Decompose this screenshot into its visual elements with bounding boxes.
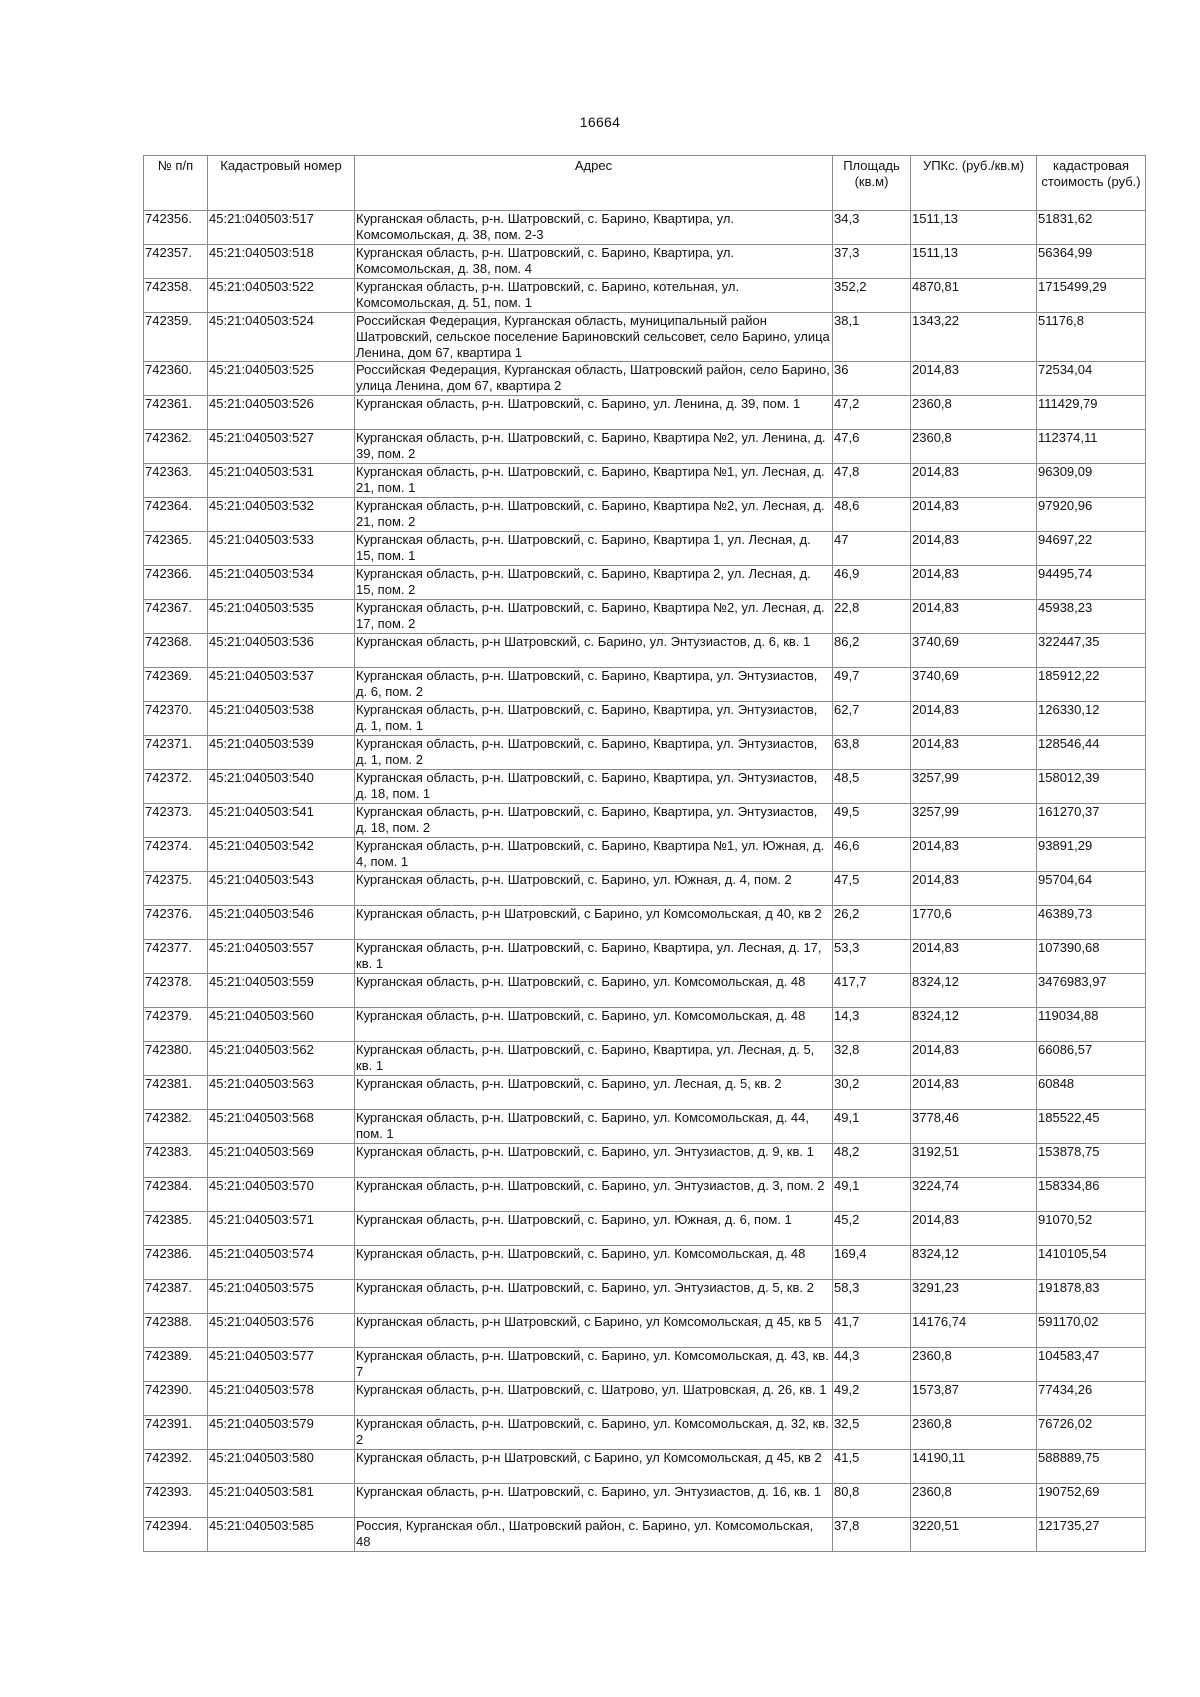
table-row bbox=[144, 1008, 1146, 1042]
table-row bbox=[144, 1416, 1146, 1450]
cell-upks: 8324,12 bbox=[911, 974, 1037, 1008]
table-row bbox=[144, 1348, 1146, 1382]
cell-address: Курганская область, р-н. Шатровский, с. Барино, Квартира, ул. Энтузиастов, д. 1, пом. 2 bbox=[355, 736, 833, 770]
cell-area: 417,7 bbox=[833, 974, 911, 1008]
cell-upks: 2014,83 bbox=[911, 736, 1037, 770]
table-row bbox=[144, 1144, 1146, 1178]
cell-area: 47,6 bbox=[833, 430, 911, 464]
table-row bbox=[144, 532, 1146, 566]
cell-cadastral-number: 45:21:040503:538 bbox=[208, 702, 355, 736]
cell-cadastral-number: 45:21:040503:559 bbox=[208, 974, 355, 1008]
cell-cadastral-number: 45:21:040503:568 bbox=[208, 1110, 355, 1144]
table-row bbox=[144, 1110, 1146, 1144]
cell-cadastral-number: 45:21:040503:536 bbox=[208, 634, 355, 668]
cell-address: Курганская область, р-н. Шатровский, с. Барино, Квартира №1, ул. Южная, д. 4, пом. 1 bbox=[355, 838, 833, 872]
cell-upks: 2360,8 bbox=[911, 1416, 1037, 1450]
cell-num: 742387. bbox=[144, 1280, 208, 1314]
cell-area: 47,8 bbox=[833, 464, 911, 498]
cell-num: 742389. bbox=[144, 1348, 208, 1382]
cell-cadastral-number: 45:21:040503:524 bbox=[208, 313, 355, 362]
cell-address: Курганская область, р-н. Шатровский, с. Барино, Квартира 2, ул. Лесная, д. 15, пом. 2 bbox=[355, 566, 833, 600]
cell-num: 742365. bbox=[144, 532, 208, 566]
cell-address: Курганская область, р-н. Шатровский, с. Барино, ул. Энтузиастов, д. 16, кв. 1 bbox=[355, 1484, 833, 1518]
cell-cadastral-cost: 112374,11 bbox=[1037, 430, 1146, 464]
cell-num: 742393. bbox=[144, 1484, 208, 1518]
cell-address: Курганская область, р-н. Шатровский, с. Барино, ул. Энтузиастов, д. 9, кв. 1 bbox=[355, 1144, 833, 1178]
table-body bbox=[144, 211, 1146, 1552]
cell-num: 742386. bbox=[144, 1246, 208, 1280]
cell-upks: 8324,12 bbox=[911, 1008, 1037, 1042]
cell-area: 37,3 bbox=[833, 245, 911, 279]
cell-address: Курганская область, р-н. Шатровский, с. Барино, ул. Энтузиастов, д. 5, кв. 2 bbox=[355, 1280, 833, 1314]
cell-cadastral-number: 45:21:040503:562 bbox=[208, 1042, 355, 1076]
table-row bbox=[144, 600, 1146, 634]
cell-address: Курганская область, р-н. Шатровский, с. Барино, Квартира, ул. Лесная, д. 17, кв. 1 bbox=[355, 940, 833, 974]
cell-cadastral-cost: 191878,83 bbox=[1037, 1280, 1146, 1314]
cell-upks: 3291,23 bbox=[911, 1280, 1037, 1314]
cell-address: Курганская область, р-н. Шатровский, с. Шатрово, ул. Шатровская, д. 26, кв. 1 bbox=[355, 1382, 833, 1416]
cell-area: 48,5 bbox=[833, 770, 911, 804]
cell-cadastral-number: 45:21:040503:517 bbox=[208, 211, 355, 245]
cell-address: Курганская область, р-н. Шатровский, с. Барино, котельная, ул. Комсомольская, д. 51, пом. 1 bbox=[355, 279, 833, 313]
cell-cadastral-cost: 93891,29 bbox=[1037, 838, 1146, 872]
cell-cadastral-cost: 158334,86 bbox=[1037, 1178, 1146, 1212]
cell-area: 30,2 bbox=[833, 1076, 911, 1110]
cell-address: Российская Федерация, Курганская область, муниципальный район Шатровский, сельское поселение Бариновский сельсовет, село Барино, улица Ленина, дом 67, квартира 1 bbox=[355, 313, 833, 362]
cell-num: 742373. bbox=[144, 804, 208, 838]
cell-num: 742370. bbox=[144, 702, 208, 736]
cell-cadastral-cost: 1410105,54 bbox=[1037, 1246, 1146, 1280]
table-row bbox=[144, 1076, 1146, 1110]
table-row bbox=[144, 430, 1146, 464]
cell-address: Курганская область, р-н Шатровский, с Барино, ул Комсомольская, д 45, кв 2 bbox=[355, 1450, 833, 1484]
cell-area: 80,8 bbox=[833, 1484, 911, 1518]
cell-area: 49,5 bbox=[833, 804, 911, 838]
cell-upks: 2014,83 bbox=[911, 498, 1037, 532]
table-row bbox=[144, 396, 1146, 430]
cell-area: 14,3 bbox=[833, 1008, 911, 1042]
header-num: № п/п bbox=[144, 156, 208, 211]
cell-cadastral-cost: 588889,75 bbox=[1037, 1450, 1146, 1484]
cell-cadastral-cost: 60848 bbox=[1037, 1076, 1146, 1110]
cell-cadastral-number: 45:21:040503:546 bbox=[208, 906, 355, 940]
cell-cadastral-cost: 96309,09 bbox=[1037, 464, 1146, 498]
cell-cadastral-number: 45:21:040503:533 bbox=[208, 532, 355, 566]
cell-cadastral-cost: 77434,26 bbox=[1037, 1382, 1146, 1416]
cell-upks: 2014,83 bbox=[911, 600, 1037, 634]
cell-address: Российская Федерация, Курганская область, Шатровский район, село Барино, улица Ленина, дом 67, квартира 2 bbox=[355, 362, 833, 396]
table-row bbox=[144, 906, 1146, 940]
cell-area: 49,1 bbox=[833, 1178, 911, 1212]
cell-cadastral-number: 45:21:040503:535 bbox=[208, 600, 355, 634]
cell-cadastral-number: 45:21:040503:576 bbox=[208, 1314, 355, 1348]
cell-area: 22,8 bbox=[833, 600, 911, 634]
cell-address: Курганская область, р-н. Шатровский, с. Барино, ул. Комсомольская, д. 44, пом. 1 bbox=[355, 1110, 833, 1144]
cell-num: 742368. bbox=[144, 634, 208, 668]
cell-upks: 3192,51 bbox=[911, 1144, 1037, 1178]
cell-cadastral-cost: 95704,64 bbox=[1037, 872, 1146, 906]
table-row bbox=[144, 1178, 1146, 1212]
cell-upks: 3740,69 bbox=[911, 668, 1037, 702]
cell-cadastral-cost: 161270,37 bbox=[1037, 804, 1146, 838]
cell-cadastral-number: 45:21:040503:522 bbox=[208, 279, 355, 313]
table-row bbox=[144, 770, 1146, 804]
cell-num: 742383. bbox=[144, 1144, 208, 1178]
cell-cadastral-number: 45:21:040503:577 bbox=[208, 1348, 355, 1382]
cell-cadastral-cost: 104583,47 bbox=[1037, 1348, 1146, 1382]
cell-num: 742371. bbox=[144, 736, 208, 770]
cell-upks: 2014,83 bbox=[911, 1042, 1037, 1076]
cell-cadastral-cost: 190752,69 bbox=[1037, 1484, 1146, 1518]
cell-upks: 1573,87 bbox=[911, 1382, 1037, 1416]
table-row bbox=[144, 245, 1146, 279]
cell-num: 742374. bbox=[144, 838, 208, 872]
cell-cadastral-number: 45:21:040503:541 bbox=[208, 804, 355, 838]
cell-address: Курганская область, р-н. Шатровский, с. Барино, Квартира, ул. Энтузиастов, д. 18, пом. 1 bbox=[355, 770, 833, 804]
table-row bbox=[144, 498, 1146, 532]
cell-address: Курганская область, р-н. Шатровский, с. Барино, Квартира, ул. Комсомольская, д. 38, пом. 2-3 bbox=[355, 211, 833, 245]
cell-cadastral-number: 45:21:040503:531 bbox=[208, 464, 355, 498]
cell-num: 742366. bbox=[144, 566, 208, 600]
cell-area: 86,2 bbox=[833, 634, 911, 668]
cell-address: Курганская область, р-н. Шатровский, с. Барино, Квартира, ул. Комсомольская, д. 38, пом. 4 bbox=[355, 245, 833, 279]
table-row bbox=[144, 668, 1146, 702]
cell-num: 742381. bbox=[144, 1076, 208, 1110]
cell-num: 742361. bbox=[144, 396, 208, 430]
cell-cadastral-number: 45:21:040503:539 bbox=[208, 736, 355, 770]
cell-cadastral-number: 45:21:040503:575 bbox=[208, 1280, 355, 1314]
cell-address: Курганская область, р-н. Шатровский, с. Барино, ул. Энтузиастов, д. 3, пом. 2 bbox=[355, 1178, 833, 1212]
cell-num: 742384. bbox=[144, 1178, 208, 1212]
cell-cadastral-number: 45:21:040503:578 bbox=[208, 1382, 355, 1416]
cell-cadastral-number: 45:21:040503:574 bbox=[208, 1246, 355, 1280]
cell-cadastral-cost: 45938,23 bbox=[1037, 600, 1146, 634]
cell-cadastral-cost: 158012,39 bbox=[1037, 770, 1146, 804]
cell-upks: 2360,8 bbox=[911, 1348, 1037, 1382]
header-address: Адрес bbox=[355, 156, 833, 211]
cell-cadastral-cost: 107390,68 bbox=[1037, 940, 1146, 974]
cell-address: Курганская область, р-н. Шатровский, с. Барино, ул. Комсомольская, д. 32, кв. 2 bbox=[355, 1416, 833, 1450]
cell-upks: 2014,83 bbox=[911, 464, 1037, 498]
cell-num: 742360. bbox=[144, 362, 208, 396]
cell-area: 34,3 bbox=[833, 211, 911, 245]
cell-area: 45,2 bbox=[833, 1212, 911, 1246]
cell-upks: 2014,83 bbox=[911, 566, 1037, 600]
cell-upks: 3740,69 bbox=[911, 634, 1037, 668]
table-row bbox=[144, 211, 1146, 245]
cell-cadastral-number: 45:21:040503:557 bbox=[208, 940, 355, 974]
cell-num: 742358. bbox=[144, 279, 208, 313]
cell-upks: 1511,13 bbox=[911, 211, 1037, 245]
cell-area: 46,9 bbox=[833, 566, 911, 600]
cell-cadastral-cost: 94697,22 bbox=[1037, 532, 1146, 566]
cell-num: 742359. bbox=[144, 313, 208, 362]
cell-num: 742377. bbox=[144, 940, 208, 974]
cell-num: 742369. bbox=[144, 668, 208, 702]
cell-num: 742391. bbox=[144, 1416, 208, 1450]
table-row bbox=[144, 838, 1146, 872]
cell-num: 742375. bbox=[144, 872, 208, 906]
cell-num: 742378. bbox=[144, 974, 208, 1008]
cell-cadastral-number: 45:21:040503:581 bbox=[208, 1484, 355, 1518]
cell-cadastral-number: 45:21:040503:532 bbox=[208, 498, 355, 532]
cell-upks: 1770,6 bbox=[911, 906, 1037, 940]
cadastral-value-table bbox=[143, 155, 1146, 1552]
cell-upks: 2014,83 bbox=[911, 1212, 1037, 1246]
cell-cadastral-cost: 91070,52 bbox=[1037, 1212, 1146, 1246]
cell-num: 742367. bbox=[144, 600, 208, 634]
cell-address: Курганская область, р-н. Шатровский, с. Барино, ул. Южная, д. 4, пом. 2 bbox=[355, 872, 833, 906]
table-row bbox=[144, 1518, 1146, 1552]
cell-cadastral-cost: 97920,96 bbox=[1037, 498, 1146, 532]
cell-area: 49,1 bbox=[833, 1110, 911, 1144]
cell-upks: 1511,13 bbox=[911, 245, 1037, 279]
cell-area: 63,8 bbox=[833, 736, 911, 770]
cell-num: 742356. bbox=[144, 211, 208, 245]
cell-upks: 2014,83 bbox=[911, 940, 1037, 974]
table-row bbox=[144, 1450, 1146, 1484]
cell-address: Курганская область, р-н. Шатровский, с. Барино, ул. Комсомольская, д. 43, кв. 7 bbox=[355, 1348, 833, 1382]
cell-area: 58,3 bbox=[833, 1280, 911, 1314]
cell-upks: 4870,81 bbox=[911, 279, 1037, 313]
cell-num: 742385. bbox=[144, 1212, 208, 1246]
table-row bbox=[144, 566, 1146, 600]
cell-area: 44,3 bbox=[833, 1348, 911, 1382]
cell-area: 47,5 bbox=[833, 872, 911, 906]
cell-cadastral-number: 45:21:040503:525 bbox=[208, 362, 355, 396]
cell-area: 41,7 bbox=[833, 1314, 911, 1348]
cell-num: 742362. bbox=[144, 430, 208, 464]
cell-cadastral-cost: 72534,04 bbox=[1037, 362, 1146, 396]
cell-address: Курганская область, р-н. Шатровский, с. Барино, Квартира №1, ул. Лесная, д. 21, пом. 1 bbox=[355, 464, 833, 498]
cell-cadastral-cost: 76726,02 bbox=[1037, 1416, 1146, 1450]
cell-cadastral-cost: 111429,79 bbox=[1037, 396, 1146, 430]
cell-area: 48,6 bbox=[833, 498, 911, 532]
cell-cadastral-cost: 119034,88 bbox=[1037, 1008, 1146, 1042]
cell-cadastral-cost: 46389,73 bbox=[1037, 906, 1146, 940]
cell-address: Курганская область, р-н. Шатровский, с. Барино, ул. Южная, д. 6, пом. 1 bbox=[355, 1212, 833, 1246]
cell-cadastral-number: 45:21:040503:571 bbox=[208, 1212, 355, 1246]
cell-cadastral-cost: 3476983,97 bbox=[1037, 974, 1146, 1008]
cell-upks: 2360,8 bbox=[911, 1484, 1037, 1518]
cell-upks: 2014,83 bbox=[911, 702, 1037, 736]
cell-upks: 14190,11 bbox=[911, 1450, 1037, 1484]
cell-area: 26,2 bbox=[833, 906, 911, 940]
cell-cadastral-cost: 66086,57 bbox=[1037, 1042, 1146, 1076]
cell-address: Курганская область, р-н. Шатровский, с. Барино, ул. Лесная, д. 5, кв. 2 bbox=[355, 1076, 833, 1110]
table-row bbox=[144, 974, 1146, 1008]
table-row bbox=[144, 1314, 1146, 1348]
cell-address: Курганская область, р-н Шатровский, с Барино, ул Комсомольская, д 40, кв 2 bbox=[355, 906, 833, 940]
cell-cadastral-cost: 153878,75 bbox=[1037, 1144, 1146, 1178]
cell-area: 352,2 bbox=[833, 279, 911, 313]
cell-address: Курганская область, р-н. Шатровский, с. Барино, Квартира, ул. Энтузиастов, д. 1, пом. 1 bbox=[355, 702, 833, 736]
cell-upks: 2014,83 bbox=[911, 872, 1037, 906]
page-number: 16664 bbox=[579, 114, 621, 130]
cell-num: 742390. bbox=[144, 1382, 208, 1416]
cell-address: Курганская область, р-н. Шатровский, с. Барино, Квартира, ул. Лесная, д. 5, кв. 1 bbox=[355, 1042, 833, 1076]
table-row bbox=[144, 313, 1146, 362]
cell-area: 32,5 bbox=[833, 1416, 911, 1450]
cell-address: Курганская область, р-н. Шатровский, с. Барино, ул. Ленина, д. 39, пом. 1 bbox=[355, 396, 833, 430]
table-row bbox=[144, 634, 1146, 668]
cell-cadastral-cost: 121735,27 bbox=[1037, 1518, 1146, 1552]
cell-area: 41,5 bbox=[833, 1450, 911, 1484]
cell-upks: 2014,83 bbox=[911, 532, 1037, 566]
table-row bbox=[144, 1246, 1146, 1280]
cell-area: 38,1 bbox=[833, 313, 911, 362]
cell-cadastral-cost: 1715499,29 bbox=[1037, 279, 1146, 313]
cell-cadastral-cost: 128546,44 bbox=[1037, 736, 1146, 770]
cell-cadastral-cost: 185912,22 bbox=[1037, 668, 1146, 702]
cell-num: 742376. bbox=[144, 906, 208, 940]
cell-cadastral-number: 45:21:040503:579 bbox=[208, 1416, 355, 1450]
cell-num: 742357. bbox=[144, 245, 208, 279]
cell-address: Курганская область, р-н. Шатровский, с. Барино, ул. Комсомольская, д. 48 bbox=[355, 1246, 833, 1280]
table-row bbox=[144, 872, 1146, 906]
cell-cadastral-cost: 51176,8 bbox=[1037, 313, 1146, 362]
cell-area: 49,2 bbox=[833, 1382, 911, 1416]
cell-num: 742379. bbox=[144, 1008, 208, 1042]
cell-area: 46,6 bbox=[833, 838, 911, 872]
cell-cadastral-number: 45:21:040503:534 bbox=[208, 566, 355, 600]
cell-upks: 1343,22 bbox=[911, 313, 1037, 362]
table-row bbox=[144, 736, 1146, 770]
cell-area: 32,8 bbox=[833, 1042, 911, 1076]
cell-address: Россия, Курганская обл., Шатровский район, с. Барино, ул. Комсомольская, 48 bbox=[355, 1518, 833, 1552]
cell-num: 742392. bbox=[144, 1450, 208, 1484]
cell-area: 169,4 bbox=[833, 1246, 911, 1280]
cell-cadastral-number: 45:21:040503:526 bbox=[208, 396, 355, 430]
cell-num: 742372. bbox=[144, 770, 208, 804]
cell-address: Курганская область, р-н Шатровский, с Барино, ул Комсомольская, д 45, кв 5 bbox=[355, 1314, 833, 1348]
cell-upks: 3257,99 bbox=[911, 770, 1037, 804]
cell-cadastral-cost: 94495,74 bbox=[1037, 566, 1146, 600]
cell-cadastral-number: 45:21:040503:527 bbox=[208, 430, 355, 464]
cell-cadastral-number: 45:21:040503:537 bbox=[208, 668, 355, 702]
cell-cadastral-number: 45:21:040503:563 bbox=[208, 1076, 355, 1110]
table-row bbox=[144, 940, 1146, 974]
table-row bbox=[144, 702, 1146, 736]
table-row bbox=[144, 464, 1146, 498]
cell-upks: 2014,83 bbox=[911, 1076, 1037, 1110]
cell-num: 742382. bbox=[144, 1110, 208, 1144]
cell-address: Курганская область, р-н. Шатровский, с. Барино, Квартира, ул. Энтузиастов, д. 18, пом. 2 bbox=[355, 804, 833, 838]
cell-upks: 14176,74 bbox=[911, 1314, 1037, 1348]
cell-cadastral-number: 45:21:040503:540 bbox=[208, 770, 355, 804]
cell-num: 742364. bbox=[144, 498, 208, 532]
cell-cadastral-cost: 185522,45 bbox=[1037, 1110, 1146, 1144]
cell-area: 47 bbox=[833, 532, 911, 566]
cell-cadastral-number: 45:21:040503:570 bbox=[208, 1178, 355, 1212]
cell-area: 47,2 bbox=[833, 396, 911, 430]
cell-address: Курганская область, р-н. Шатровский, с. Барино, Квартира 1, ул. Лесная, д. 15, пом. 1 bbox=[355, 532, 833, 566]
cell-cadastral-cost: 591170,02 bbox=[1037, 1314, 1146, 1348]
cell-cadastral-number: 45:21:040503:585 bbox=[208, 1518, 355, 1552]
cell-address: Курганская область, р-н. Шатровский, с. Барино, ул. Комсомольская, д. 48 bbox=[355, 974, 833, 1008]
table-row bbox=[144, 279, 1146, 313]
cell-num: 742394. bbox=[144, 1518, 208, 1552]
cell-address: Курганская область, р-н. Шатровский, с. Барино, Квартира №2, ул. Лесная, д. 17, пом. 2 bbox=[355, 600, 833, 634]
cell-address: Курганская область, р-н. Шатровский, с. Барино, Квартира №2, ул. Лесная, д. 21, пом. 2 bbox=[355, 498, 833, 532]
cell-area: 53,3 bbox=[833, 940, 911, 974]
cell-area: 36 bbox=[833, 362, 911, 396]
table-row bbox=[144, 1042, 1146, 1076]
cell-upks: 2014,83 bbox=[911, 362, 1037, 396]
cell-num: 742363. bbox=[144, 464, 208, 498]
header-upks: УПКс. (руб./кв.м) bbox=[911, 156, 1037, 211]
header-cadastral-number: Кадастровый номер bbox=[208, 156, 355, 211]
table-row bbox=[144, 1280, 1146, 1314]
cell-address: Курганская область, р-н. Шатровский, с. Барино, Квартира, ул. Энтузиастов, д. 6, пом. 2 bbox=[355, 668, 833, 702]
table-row bbox=[144, 362, 1146, 396]
cell-address: Курганская область, р-н. Шатровский, с. Барино, ул. Комсомольская, д. 48 bbox=[355, 1008, 833, 1042]
cell-area: 37,8 bbox=[833, 1518, 911, 1552]
cell-upks: 8324,12 bbox=[911, 1246, 1037, 1280]
cell-upks: 2014,83 bbox=[911, 838, 1037, 872]
table-row bbox=[144, 1212, 1146, 1246]
cell-upks: 3257,99 bbox=[911, 804, 1037, 838]
cell-cadastral-number: 45:21:040503:518 bbox=[208, 245, 355, 279]
cell-num: 742380. bbox=[144, 1042, 208, 1076]
cell-cadastral-number: 45:21:040503:543 bbox=[208, 872, 355, 906]
cell-address: Курганская область, р-н. Шатровский, с. Барино, Квартира №2, ул. Ленина, д. 39, пом. 2 bbox=[355, 430, 833, 464]
cell-cadastral-number: 45:21:040503:560 bbox=[208, 1008, 355, 1042]
cell-upks: 2360,8 bbox=[911, 430, 1037, 464]
cell-cadastral-number: 45:21:040503:542 bbox=[208, 838, 355, 872]
header-cadastral-cost: кадастровая стоимость (руб.) bbox=[1037, 156, 1146, 211]
cell-upks: 2360,8 bbox=[911, 396, 1037, 430]
table-row bbox=[144, 804, 1146, 838]
table-header-row bbox=[144, 156, 1146, 211]
header-area: Площадь (кв.м) bbox=[833, 156, 911, 211]
cell-area: 48,2 bbox=[833, 1144, 911, 1178]
cell-cadastral-cost: 126330,12 bbox=[1037, 702, 1146, 736]
cell-area: 49,7 bbox=[833, 668, 911, 702]
cell-upks: 3220,51 bbox=[911, 1518, 1037, 1552]
cell-area: 62,7 bbox=[833, 702, 911, 736]
cell-cadastral-number: 45:21:040503:569 bbox=[208, 1144, 355, 1178]
cell-address: Курганская область, р-н Шатровский, с. Барино, ул. Энтузиастов, д. 6, кв. 1 bbox=[355, 634, 833, 668]
cell-cadastral-cost: 322447,35 bbox=[1037, 634, 1146, 668]
cell-cadastral-number: 45:21:040503:580 bbox=[208, 1450, 355, 1484]
cell-upks: 3778,46 bbox=[911, 1110, 1037, 1144]
cell-cadastral-cost: 56364,99 bbox=[1037, 245, 1146, 279]
table-row bbox=[144, 1484, 1146, 1518]
table-row bbox=[144, 1382, 1146, 1416]
cell-upks: 3224,74 bbox=[911, 1178, 1037, 1212]
cell-cadastral-cost: 51831,62 bbox=[1037, 211, 1146, 245]
cell-num: 742388. bbox=[144, 1314, 208, 1348]
